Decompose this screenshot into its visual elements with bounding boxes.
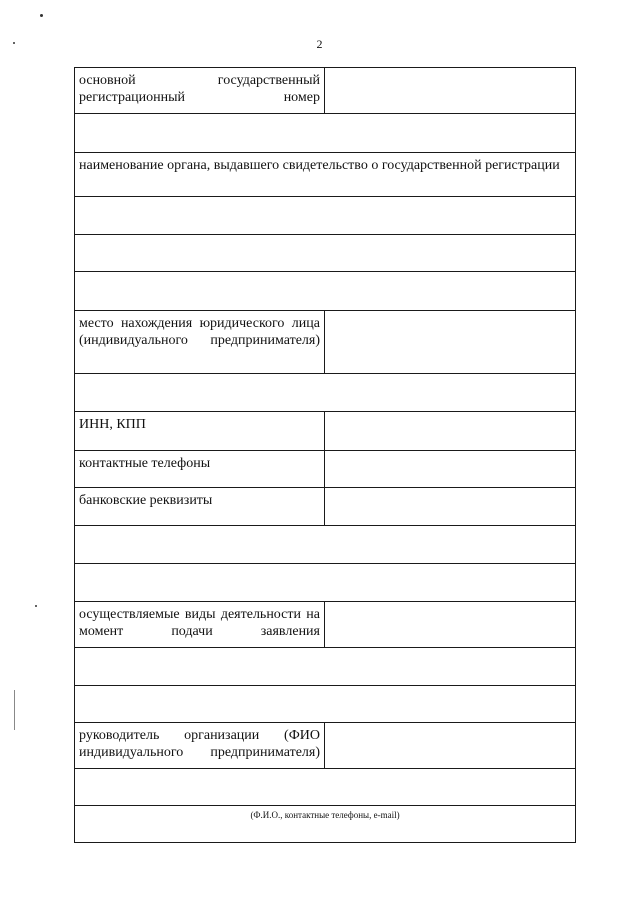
blank-row[interactable] xyxy=(75,769,576,806)
scan-speck xyxy=(14,690,15,730)
scan-speck xyxy=(40,14,43,17)
location-label: место нахождения юридического лица (индивидуального предпринимателя) xyxy=(75,311,325,374)
registration-authority-label: наименование органа, выдавшего свидетельство о государственной регистрации xyxy=(75,153,576,197)
head-value-cell[interactable] xyxy=(325,723,576,769)
blank-row[interactable] xyxy=(75,648,576,686)
blank-row[interactable] xyxy=(75,272,576,311)
bank-details-label: банковские реквизиты xyxy=(75,488,325,526)
blank-row[interactable] xyxy=(75,374,576,412)
bank-details-value-cell[interactable] xyxy=(325,488,576,526)
scan-speck xyxy=(35,605,37,607)
scan-speck xyxy=(13,42,15,44)
activities-value-cell[interactable] xyxy=(325,602,576,648)
blank-row[interactable] xyxy=(75,114,576,153)
application-form-table xyxy=(74,67,576,843)
inn-kpp-label: ИНН, КПП xyxy=(75,412,325,451)
blank-row[interactable] xyxy=(75,235,576,272)
location-value-cell[interactable] xyxy=(325,311,576,374)
ogrn-value-cell[interactable] xyxy=(325,68,576,114)
blank-row[interactable] xyxy=(75,564,576,602)
page-number: 2 xyxy=(316,37,323,51)
blank-row[interactable] xyxy=(75,526,576,564)
blank-row[interactable] xyxy=(75,686,576,723)
inn-kpp-value-cell[interactable] xyxy=(325,412,576,451)
ogrn-label: основной государственный регистрационный номер xyxy=(75,68,325,114)
activities-label: осуществляемые виды деятельности на момент подачи заявления xyxy=(75,602,325,648)
head-label: руководитель организации (ФИО индивидуального предпринимателя) xyxy=(75,723,325,769)
blank-row[interactable] xyxy=(75,197,576,235)
phones-label: контактные телефоны xyxy=(75,451,325,488)
contact-footnote: (Ф.И.О., контактные телефоны, e-mail) xyxy=(75,806,576,843)
phones-value-cell[interactable] xyxy=(325,451,576,488)
